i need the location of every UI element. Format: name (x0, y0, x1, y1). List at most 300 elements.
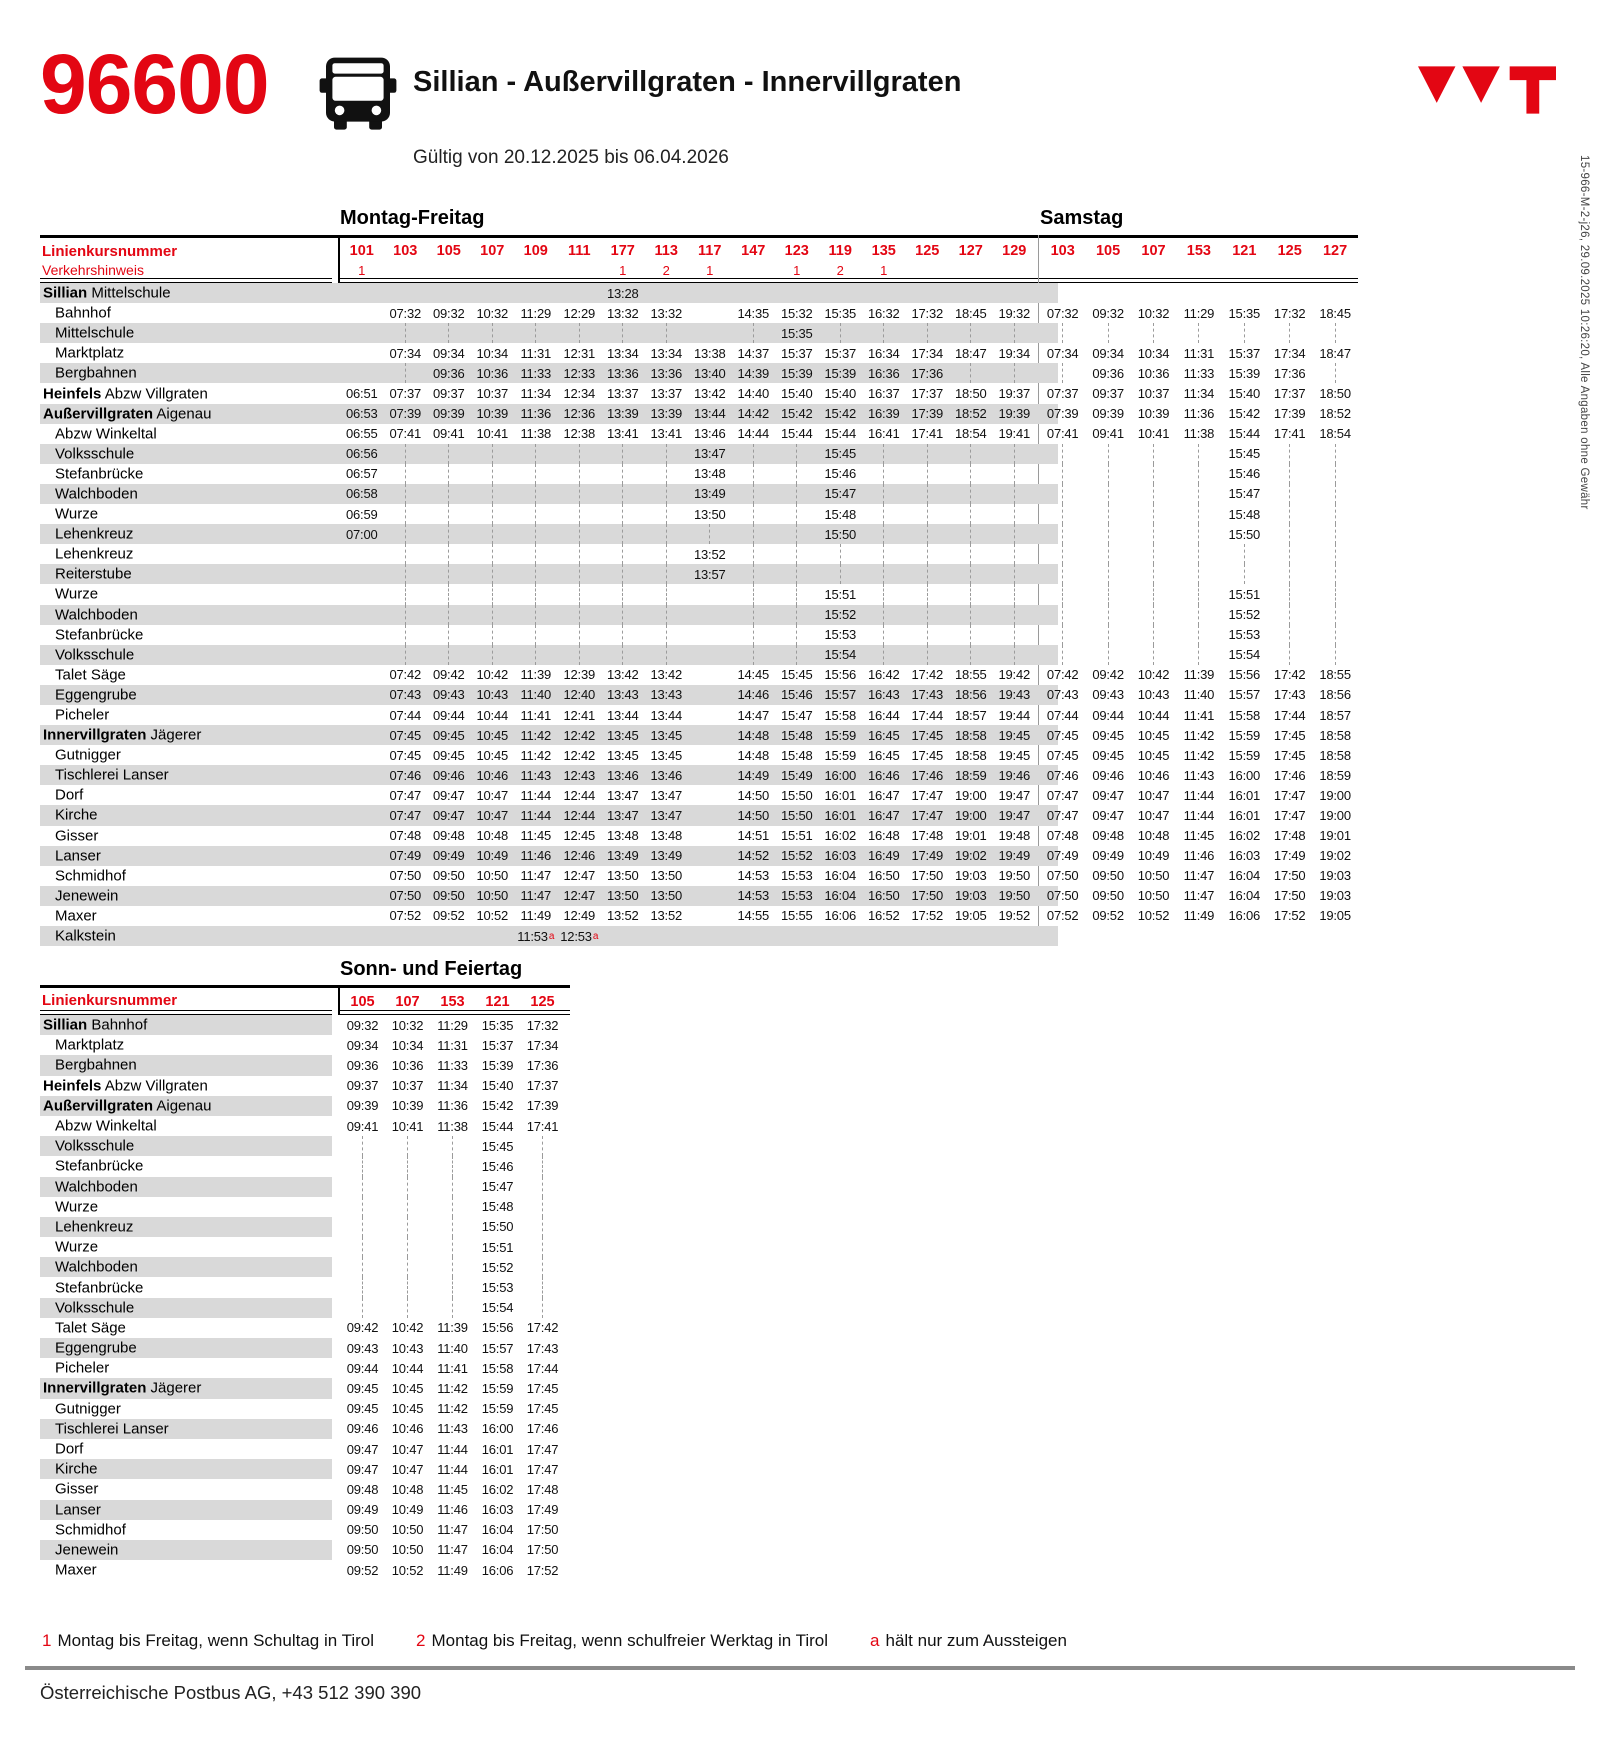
time-cell: 17:42 (911, 667, 944, 683)
route-pass-dots (558, 444, 602, 464)
route-pass-dots (949, 363, 993, 383)
route-pass-dots (427, 564, 471, 584)
table-row (40, 524, 1358, 544)
route-pass-dots (993, 363, 1037, 383)
route-pass-dots (340, 1156, 385, 1176)
time-cell: 09:47 (1092, 807, 1124, 823)
time-cell: 11:41 (1183, 707, 1215, 723)
time-cell: 09:50 (346, 1542, 379, 1558)
time-cell: 19:32 (998, 305, 1031, 321)
time-cell: 13:40 (693, 365, 726, 381)
route-pass-dots (1312, 645, 1357, 665)
route-pass-dots (645, 584, 689, 604)
table-row (40, 1338, 570, 1358)
time-cell: 12:34 (563, 386, 596, 402)
time-cell: 15:59 (481, 1401, 514, 1417)
time-cell: 15:51 (780, 828, 813, 844)
stop-name: Außervillgraten Aigenau (43, 405, 212, 423)
route-pass-dots (1085, 564, 1130, 584)
time-cell: 07:43 (389, 687, 422, 703)
time-cell: 15:40 (824, 386, 857, 402)
route-pass-dots (775, 444, 819, 464)
time-cell: 09:52 (346, 1562, 379, 1578)
route-pass-dots (1267, 645, 1312, 665)
stop-name: Walchboden (55, 606, 138, 624)
route-pass-dots (471, 444, 515, 464)
stop-name: Gisser (55, 1480, 99, 1498)
route-pass-dots (520, 1136, 565, 1156)
time-cell: 09:46 (1092, 767, 1124, 783)
time-cell: 17:34 (911, 345, 944, 361)
stop-name: Stefanbrücke (55, 465, 144, 483)
time-cell: 07:49 (389, 848, 422, 864)
time-cell: 11:47 (437, 1522, 468, 1538)
time-cell: 10:46 (391, 1421, 424, 1437)
route-pass-dots (385, 1136, 430, 1156)
time-cell: 15:39 (481, 1057, 514, 1073)
time-cell: 11:41 (437, 1360, 468, 1376)
time-cell: 13:42 (650, 667, 683, 683)
table-row (40, 584, 1358, 604)
stop-name: Volksschule (55, 445, 135, 463)
time-cell: 09:32 (432, 305, 465, 321)
time-cell: 13:45 (606, 727, 639, 743)
time-cell: 10:50 (476, 868, 509, 884)
route-pass-dots (601, 584, 645, 604)
time-cell: 09:48 (432, 828, 465, 844)
route-pass-dots (340, 1257, 385, 1277)
route-pass-dots (993, 645, 1037, 665)
time-cell: 07:44 (1046, 707, 1079, 723)
time-cell: 15:56 (1228, 667, 1261, 683)
time-cell: 10:47 (391, 1461, 424, 1477)
time-cell: 10:47 (391, 1441, 424, 1457)
footnote-text: hält nur zum Aussteigen (885, 1631, 1067, 1650)
route-pass-dots (514, 524, 558, 544)
route-pass-dots (520, 1257, 565, 1277)
route-pass-dots (1176, 584, 1221, 604)
time-cell: 16:04 (481, 1522, 514, 1538)
route-pass-dots (862, 584, 906, 604)
time-cell: 15:37 (824, 345, 857, 361)
time-cell: 16:04 (1228, 868, 1261, 884)
time-cell: 15:42 (824, 406, 857, 422)
day-label-sunday: Sonn- und Feiertag (340, 958, 523, 980)
time-cell: 19:00 (954, 787, 987, 803)
table-row (40, 283, 1358, 303)
time-cell: 15:56 (824, 667, 857, 683)
route-pass-dots (514, 484, 558, 504)
time-cell: 13:48 (650, 828, 683, 844)
time-cell: 15:46 (481, 1158, 514, 1174)
stop-name: Maxer (55, 907, 97, 925)
time-cell: 15:57 (1228, 687, 1261, 703)
time-cell: 15:52 (780, 848, 813, 864)
route-pass-dots (732, 444, 776, 464)
time-cell: 15:48 (481, 1199, 514, 1215)
time-cell: 11:44 (437, 1441, 468, 1457)
footnote-marker: 1 (42, 1631, 52, 1650)
table-row (40, 444, 1358, 464)
route-pass-dots (949, 605, 993, 625)
time-cell: 18:58 (954, 727, 987, 743)
time-cell: 13:37 (606, 386, 639, 402)
time-cell: 11:38 (437, 1118, 468, 1134)
time-cell: 11:46 (437, 1502, 468, 1518)
time-cell: 09:42 (1092, 667, 1124, 683)
time-cell: 07:46 (1046, 767, 1079, 783)
route-pass-dots (1312, 584, 1357, 604)
table-row (40, 665, 1358, 685)
time-cell: 10:47 (476, 807, 509, 823)
line-course-number: 153 (440, 994, 465, 1010)
time-cell: 15:32 (780, 305, 813, 321)
time-cell: 17:52 (911, 908, 944, 924)
time-cell: 12:29 (563, 305, 596, 321)
time-cell: 09:47 (346, 1461, 379, 1477)
time-cell: 18:56 (954, 687, 987, 703)
time-cell: 11:44 (520, 787, 552, 803)
stop-name: Lehenkreuz (55, 525, 134, 543)
route-pass-dots (1222, 544, 1267, 564)
route-pass-dots (1040, 323, 1085, 343)
validity-period: Gültig von 20.12.2025 bis 06.04.2026 (413, 147, 729, 168)
table-row (40, 805, 1358, 825)
route-pass-dots (949, 524, 993, 544)
time-cell: 15:58 (1228, 707, 1261, 723)
time-cell: 10:47 (1137, 807, 1170, 823)
time-cell: 15:47 (481, 1179, 514, 1195)
route-pass-dots (819, 323, 863, 343)
time-cell: 15:52 (824, 607, 857, 623)
stop-name: Volksschule (55, 646, 135, 664)
time-cell: 16:41 (867, 426, 900, 442)
time-cell: 15:42 (1228, 406, 1261, 422)
time-cell: 12:41 (563, 707, 596, 723)
route-pass-dots (993, 625, 1037, 645)
stop-name: Kirche (55, 1460, 98, 1478)
route-pass-dots (862, 645, 906, 665)
route-pass-dots (1312, 444, 1357, 464)
route-pass-dots (862, 625, 906, 645)
time-cell: 10:46 (476, 767, 509, 783)
table-row (40, 1136, 570, 1156)
time-cell: 13:49 (650, 848, 683, 864)
time-cell: 15:50 (481, 1219, 514, 1235)
route-pass-dots (1176, 444, 1221, 464)
route-pass-dots (1267, 464, 1312, 484)
time-cell: 11:40 (437, 1340, 468, 1356)
time-cell: 07:42 (389, 667, 422, 683)
time-cell: 07:39 (1046, 406, 1079, 422)
route-pass-dots (340, 1177, 385, 1197)
stop-name: Tischlerei Lanser (55, 766, 169, 784)
time-cell: 11:39 (1183, 667, 1215, 683)
time-cell: 06:58 (345, 486, 378, 502)
time-cell: 16:50 (867, 868, 900, 884)
time-cell: 13:32 (606, 305, 639, 321)
time-cell: 10:50 (476, 888, 509, 904)
route-pass-dots (1040, 524, 1085, 544)
time-cell: 10:44 (1137, 707, 1170, 723)
table-row (40, 1318, 570, 1338)
line-course-number: 129 (1002, 243, 1027, 259)
time-cell: 14:53 (737, 888, 770, 904)
time-cell: 10:36 (391, 1057, 424, 1073)
route-pass-dots (732, 605, 776, 625)
route-pass-dots (1176, 484, 1221, 504)
time-cell: 16:03 (481, 1502, 514, 1518)
route-pass-dots (1267, 625, 1312, 645)
time-cell: 19:00 (1319, 787, 1351, 803)
time-cell: 09:32 (346, 1017, 379, 1033)
time-cell: 12:31 (563, 345, 596, 361)
time-cell: 09:45 (346, 1380, 379, 1396)
time-cell: 16:01 (481, 1461, 514, 1477)
stop-name: Gisser (55, 827, 99, 845)
route-pass-dots (862, 323, 906, 343)
route-pass-dots (601, 524, 645, 544)
route-pass-dots (558, 564, 602, 584)
route-pass-dots (1267, 564, 1312, 584)
time-cell: 13:42 (693, 386, 726, 402)
route-pass-dots (471, 484, 515, 504)
time-cell: 10:45 (1137, 727, 1170, 743)
table-row (40, 1459, 570, 1479)
time-cell: 11:46 (1183, 848, 1215, 864)
time-cell: 09:36 (432, 365, 465, 381)
time-cell: 15:50 (1228, 526, 1261, 542)
time-cell: 15:47 (1228, 486, 1261, 502)
time-cell: 09:39 (432, 406, 465, 422)
route-pass-dots (1131, 645, 1176, 665)
time-cell: 11:47 (1183, 868, 1215, 884)
route-pass-dots (514, 584, 558, 604)
print-side-note: 15-966-M-2-j26, 29.09.2025 10:26:20, Alle Angaben ohne Gewähr (1578, 155, 1590, 510)
route-pass-dots (601, 464, 645, 484)
time-cell: 10:50 (1137, 868, 1170, 884)
time-cell: 10:46 (1137, 767, 1170, 783)
time-cell: 09:43 (346, 1340, 379, 1356)
footnote-1 (42, 1631, 374, 1651)
route-pass-dots (1131, 564, 1176, 584)
footnote-a-marker: a (548, 930, 555, 942)
line-course-number: 111 (567, 243, 591, 259)
time-cell: 11:34 (1183, 386, 1215, 402)
time-cell: 18:59 (954, 767, 987, 783)
time-cell: 17:44 (526, 1360, 559, 1376)
traffic-hint: 1 (619, 263, 627, 278)
table-row (40, 484, 1358, 504)
route-pass-dots (862, 484, 906, 504)
time-cell: 09:47 (1092, 787, 1124, 803)
time-cell: 12:42 (563, 727, 596, 743)
time-cell: 15:37 (1228, 345, 1261, 361)
route-pass-dots (427, 323, 471, 343)
route-pass-dots (862, 464, 906, 484)
time-cell: 19:52 (998, 908, 1031, 924)
time-cell: 10:37 (1137, 386, 1170, 402)
line-course-number: 105 (1095, 243, 1121, 259)
time-cell: 10:37 (476, 386, 509, 402)
table-row (40, 323, 1358, 343)
route-pass-dots (430, 1217, 475, 1237)
time-cell: 14:50 (737, 807, 770, 823)
time-cell: 15:35 (780, 325, 813, 341)
route-pass-dots (1267, 323, 1312, 343)
stop-name: Innervillgraten Jägerer (43, 726, 202, 744)
stop-name: Sillian Mittelschule (43, 284, 171, 302)
stop-name: Wurze (55, 585, 99, 603)
line-course-number: 125 (530, 994, 555, 1010)
route-pass-dots (1085, 444, 1130, 464)
time-cell: 16:02 (824, 828, 857, 844)
table-row (40, 1076, 570, 1096)
time-cell: 10:41 (1137, 426, 1170, 442)
route-pass-dots (384, 625, 428, 645)
time-cell: 19:01 (954, 828, 987, 844)
time-cell: 09:36 (1092, 365, 1124, 381)
time-cell: 13:44 (606, 707, 639, 723)
route-pass-dots (732, 645, 776, 665)
time-cell: 15:46 (824, 466, 857, 482)
time-cell: 16:36 (867, 365, 900, 381)
time-cell: 17:43 (526, 1340, 559, 1356)
time-cell: 19:34 (998, 345, 1031, 361)
route-pass-dots (862, 544, 906, 564)
stop-name: Stefanbrücke (55, 1157, 144, 1175)
time-cell: 10:37 (391, 1078, 424, 1094)
time-cell: 09:50 (432, 868, 465, 884)
time-cell: 15:54 (824, 647, 857, 663)
route-pass-dots (514, 323, 558, 343)
time-cell: 07:47 (1046, 787, 1079, 803)
operator-contact: Österreichische Postbus AG, +43 512 390 390 (40, 1682, 422, 1703)
traffic-hint: 2 (836, 263, 844, 278)
time-cell: 11:45 (520, 828, 552, 844)
route-pass-dots (732, 484, 776, 504)
time-cell: 17:50 (911, 888, 944, 904)
time-cell: 11:36 (437, 1098, 468, 1114)
route-pass-dots (1040, 464, 1085, 484)
time-cell: 18:58 (954, 747, 987, 763)
route-pass-dots (1267, 605, 1312, 625)
time-cell: 09:50 (1092, 888, 1124, 904)
time-cell: 10:47 (476, 787, 509, 803)
time-cell: 09:45 (432, 727, 465, 743)
time-cell: 13:46 (606, 767, 639, 783)
time-cell: 07:45 (389, 747, 422, 763)
route-pass-dots (471, 323, 515, 343)
time-cell: 17:50 (1273, 888, 1306, 904)
table-row (40, 906, 1358, 926)
time-cell: 16:06 (481, 1562, 514, 1578)
time-cell: 19:00 (954, 807, 987, 823)
time-cell: 12:47 (563, 888, 596, 904)
time-cell: 15:46 (1228, 466, 1261, 482)
route-pass-dots (385, 1217, 430, 1237)
time-cell: 14:47 (737, 707, 770, 723)
time-cell: 10:34 (391, 1037, 424, 1053)
line-course-number: 125 (915, 243, 940, 259)
time-cell: 11:36 (520, 406, 552, 422)
time-cell: 12:40 (563, 687, 596, 703)
time-cell: 13:28 (606, 285, 639, 301)
time-cell: 15:40 (1228, 386, 1261, 402)
time-cell: 13:57 (693, 566, 726, 582)
traffic-hint: 1 (880, 263, 888, 278)
time-cell: 16:37 (867, 386, 900, 402)
bus-icon (318, 56, 398, 137)
route-pass-dots (1267, 524, 1312, 544)
time-cell: 17:50 (1273, 868, 1306, 884)
route-pass-dots (1131, 524, 1176, 544)
route-pass-dots (1040, 625, 1085, 645)
table-row (40, 705, 1358, 725)
route-pass-dots (1312, 625, 1357, 645)
time-cell: 09:42 (346, 1320, 379, 1336)
day-label-saturday: Samstag (1040, 207, 1124, 229)
day-label-monday-friday: Montag-Freitag (340, 207, 485, 229)
time-cell: 16:32 (867, 305, 900, 321)
time-cell: 11:33 (1183, 365, 1215, 381)
time-cell: 11:47 (437, 1542, 468, 1558)
time-cell: 16:00 (1228, 767, 1261, 783)
route-pass-dots (384, 564, 428, 584)
route-pass-dots (384, 323, 428, 343)
time-cell: 13:46 (650, 767, 683, 783)
table-row (40, 1177, 570, 1197)
time-cell: 16:01 (824, 807, 857, 823)
route-pass-dots (1176, 464, 1221, 484)
time-cell: 19:03 (954, 888, 987, 904)
stop-name: Volksschule (55, 1299, 135, 1317)
route-pass-dots (384, 605, 428, 625)
time-cell: 11:45 (1183, 828, 1215, 844)
time-cell: 16:45 (867, 727, 900, 743)
time-cell: 11:42 (520, 727, 552, 743)
time-cell: 10:52 (476, 908, 509, 924)
time-cell: 10:45 (1137, 747, 1170, 763)
route-pass-dots (1040, 564, 1085, 584)
time-cell: 17:41 (911, 426, 944, 442)
time-cell: 15:48 (780, 747, 813, 763)
time-cell: 15:42 (780, 406, 813, 422)
route-pass-dots (906, 323, 950, 343)
time-cell: 09:41 (346, 1118, 379, 1134)
route-title: Sillian - Außervillgraten - Innervillgraten (413, 66, 962, 98)
time-cell: 10:49 (1137, 848, 1170, 864)
time-cell: 15:55 (780, 908, 813, 924)
time-cell: 12:47 (563, 868, 596, 884)
time-cell: 16:01 (481, 1441, 514, 1457)
time-cell: 15:49 (780, 767, 813, 783)
row-header-linienkursnummer: Linienkursnummer (42, 243, 178, 260)
table-row (40, 685, 1358, 705)
time-cell: 17:36 (526, 1057, 559, 1073)
route-pass-dots (1312, 363, 1357, 383)
footnote-marker: a (870, 1631, 880, 1650)
time-cell: 13:52 (650, 908, 683, 924)
route-pass-dots (558, 464, 602, 484)
stop-name: Wurze (55, 1238, 99, 1256)
time-cell: 11:34 (520, 386, 552, 402)
time-cell: 15:45 (481, 1138, 514, 1154)
time-cell: 17:36 (911, 365, 944, 381)
time-cell: 15:40 (780, 386, 813, 402)
time-cell: 10:52 (1137, 908, 1170, 924)
route-pass-dots (862, 605, 906, 625)
